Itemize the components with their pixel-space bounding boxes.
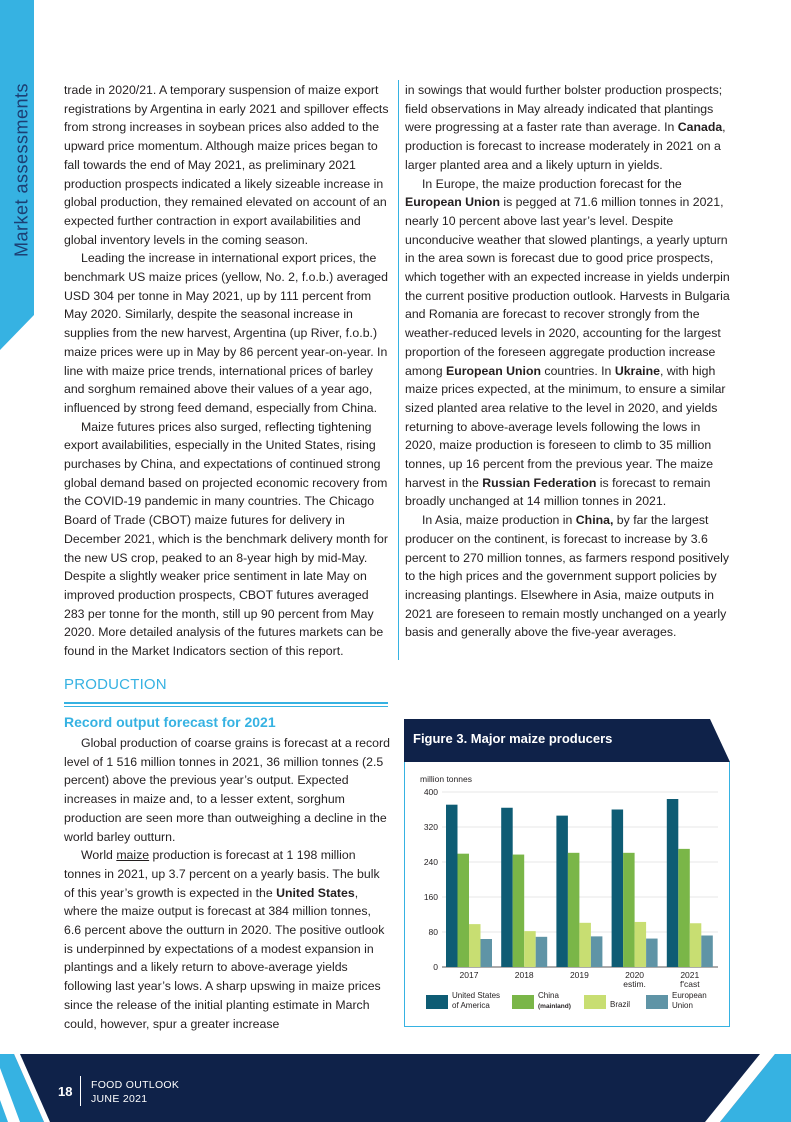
- legend-label: European: [672, 991, 707, 1000]
- column-left-top: [64, 81, 390, 661]
- y-tick-label: 0: [433, 962, 438, 972]
- y-tick-label: 80: [428, 927, 438, 937]
- bar: [591, 936, 603, 967]
- x-tick-label: 2020: [625, 970, 645, 980]
- publication-name: FOOD OUTLOOK: [91, 1079, 180, 1091]
- paragraph: Global production of coarse grains is forecast at a record level of 1 516 million tonnes in 2021, 36 million tonnes (2.5 percent) above the previous year’s output. Expected increases in maize and, to a lesser extent, sorghum production are seen more than outweighing a decline in the world barley outturn.: [64, 736, 390, 844]
- bar: [690, 923, 702, 967]
- y-tick-label: 320: [423, 822, 438, 832]
- y-tick-label: 160: [423, 892, 438, 902]
- bar: [481, 939, 493, 967]
- subsection-heading: Record output forecast for 2021: [64, 714, 276, 730]
- bar: [623, 853, 635, 967]
- x-tick-label: f'cast: [680, 979, 700, 989]
- bar: [612, 810, 624, 968]
- figure-maize-producers: [404, 719, 730, 1028]
- legend-swatch: [426, 995, 448, 1009]
- y-tick-label: 400: [423, 787, 438, 797]
- x-tick-label: 2019: [569, 970, 589, 980]
- bar: [635, 922, 647, 967]
- bar: [458, 854, 470, 967]
- figure-title: Figure 3. Major maize producers: [413, 731, 613, 746]
- publication-date: JUNE 2021: [91, 1093, 148, 1105]
- x-tick-label: estim.: [623, 979, 646, 989]
- legend-label: United States: [452, 991, 501, 1000]
- legend-label: China: [538, 991, 559, 1000]
- bar: [469, 924, 481, 967]
- paragraph: Leading the increase in international export prices, the benchmark US maize prices (yellow, No. 2, f.o.b.) averaged USD 304 per tonne in May 2021, up by 111 percent from May 2020. Similarly, despite the seasonal increase in supplies from the new harvest, Argentina (up River, f.o.b.) maize prices were up in May by 86 percent year-on-year. In line with maize price trends, international prices of barley and sorghum remained above their values of a year ago, influenced by strong feed demand, especially from China.: [64, 251, 388, 415]
- paragraph: Maize futures prices also surged, reflecting tightening export availabilities, especially in the United States, rising purchases by China, and expectations of continued strong global demand based on projected economic recovery from the COVID-19 pandemic in many countries. The Chicago Board of Trade (CBOT) maize futures for delivery in December 2021, which is the benchmark delivery month for the new US crop, peaked to an 8-year high by mid-May. Despite a slightly weaker price sentiment in late May on improved production prospects, CBOT futures averaged 283 per tonne for the month, still up 90 percent from May 2020. More detailed analysis of the futures markets can be found in the Market Indicators section of this report.: [64, 419, 388, 659]
- bar: [536, 937, 548, 967]
- footer-separator: [80, 1076, 81, 1106]
- column-left-bottom: [64, 734, 390, 1033]
- bar: [646, 939, 658, 967]
- y-axis-label: million tonnes: [420, 774, 472, 784]
- legend-swatch: [646, 995, 668, 1009]
- x-tick-label: 2018: [514, 970, 534, 980]
- legend-label: Brazil: [610, 1000, 631, 1009]
- maize-link[interactable]: maize: [116, 848, 150, 863]
- bar: [501, 808, 513, 967]
- paragraph: In Asia, maize production in China, by far the largest producer on the continent, is forecast to increase by 3.6 percent to 270 million tonnes, as farmers respond positively to the high prices and the government support policies by increasing plantings. Elsewhere in Asia, maize outputs in 2021 are foreseen to remain mostly unchanged on a yearly basis and generally above the five-year averages.: [405, 513, 729, 640]
- paragraph: World maize production is forecast at 1 198 million tonnes in 2021, up 3.7 percent on a yearly basis. The bulk of this year’s growth is expected in the United States, where the maize output is forecast at 384 million tonnes, 6.6 percent above the outturn in 2020. The positive outlook is underpinned by expectations of a modest expansion in plantings and a likely return to above-average yields following last year’s lows. A sharp upswing in maize prices since the release of the initial planting estimate in March could, however, spur a greater increase: [64, 848, 385, 1031]
- x-tick-label: 2017: [459, 970, 479, 980]
- bar: [579, 923, 591, 967]
- bar: [556, 816, 568, 967]
- bar: [568, 853, 580, 967]
- legend-label: Union: [672, 1001, 693, 1010]
- section-side-label: Market assessments: [11, 82, 32, 258]
- legend-label: of America: [452, 1001, 490, 1010]
- legend-swatch: [584, 995, 606, 1009]
- bar: [701, 936, 713, 968]
- page-number: 18: [58, 1084, 73, 1099]
- bar: [524, 931, 536, 967]
- bar: [446, 805, 458, 967]
- legend-label: (mainland): [538, 1003, 571, 1010]
- x-tick-label: 2021: [680, 970, 700, 980]
- chart: [404, 762, 730, 1026]
- figure-header-notch: [710, 719, 730, 762]
- section-heading: PRODUCTION: [64, 676, 167, 693]
- bar: [513, 855, 525, 967]
- paragraph: trade in 2020/21. A temporary suspension of maize export registrations by Argentina in early 2021 and spillover effects from strong increases in soybean prices also added to the upward price momentum. Although maize prices began to fall towards the end of May 2021, as preliminary 2021 production prospects indicated a likely sizeable increase in global production, they remained elevated on account of an expected further contraction in export availabilities and global inventory levels in the coming season.: [64, 83, 389, 247]
- section-rule: [64, 702, 388, 707]
- y-tick-label: 240: [423, 857, 438, 867]
- column-right-top: [405, 81, 731, 642]
- legend-swatch: [512, 995, 534, 1009]
- bar: [667, 799, 679, 967]
- paragraph: in sowings that would further bolster production prospects; field observations in May already indicated that plantings were progressing at a faster rate than average. In Canada, production is forecast to increase moderately in 2021 on a larger planted area and a likely upturn in yields.: [405, 83, 726, 172]
- column-divider: [398, 80, 399, 660]
- figure-header: [404, 719, 730, 762]
- paragraph: In Europe, the maize production forecast for the European Union is pegged at 71.6 million tonnes in 2021, nearly 10 percent above last year’s level. Despite unconducive weather that slowed plantings, a yearly upturn in the area sown is forecast due to good price prospects, which together with an expected increase in yields underpin the current positive production outlook. Harvests in Bulgaria and Romania are forecast to recover strongly from the weather-reduced levels in 2020, accounting for the largest proportion of the foreseen aggregate production increase among European Union countries. In Ukraine, with high maize prices expected, at the minimum, to ensure a similar sized planted area relative to the level in 2020, and yields returning to above-average levels following the lows in 2020, maize production is foreseen to climb to 35 million tonnes, up 16 percent from the previous year. The maize harvest in the Russian Federation is forecast to remain broadly unchanged at 14 million tonnes in 2021.: [405, 176, 730, 509]
- bar: [678, 849, 690, 967]
